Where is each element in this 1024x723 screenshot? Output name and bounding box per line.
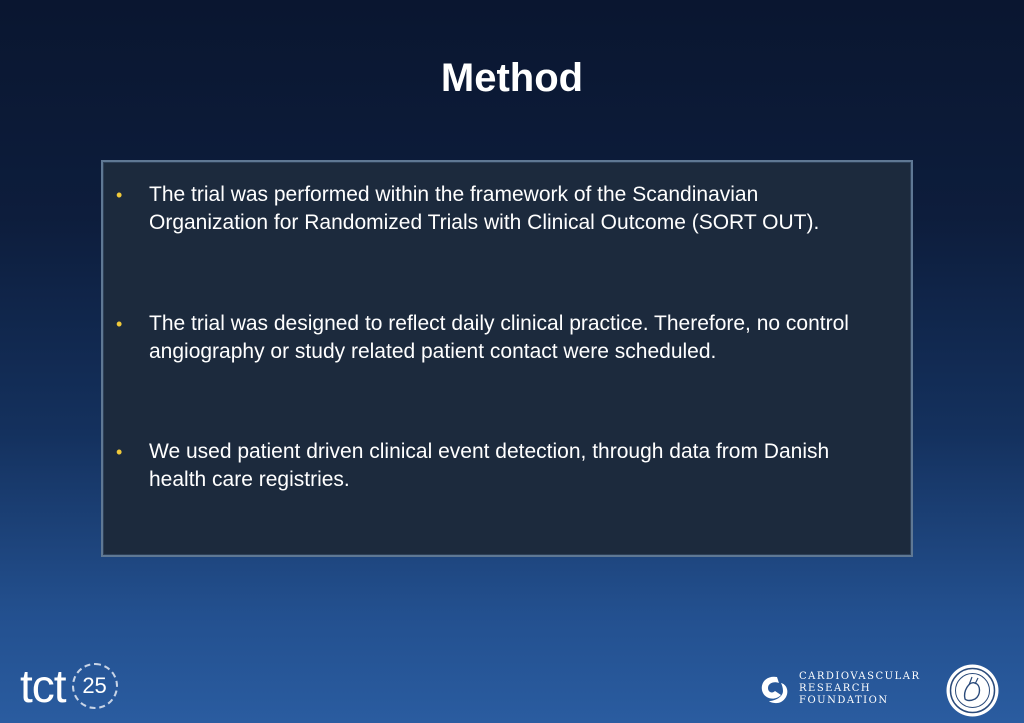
crf-line: RESEARCH — [799, 683, 872, 694]
crf-line: FOUNDATION — [799, 695, 889, 706]
bullet-dot: • — [116, 442, 123, 462]
slide-title: Method — [440, 56, 584, 100]
seal-logo-icon — [945, 663, 1000, 718]
crf-logo — [757, 671, 920, 707]
bullet-text: We used patient driven clinical event detection, through data from Danish health care registries. — [149, 440, 830, 491]
bullet-item — [116, 181, 849, 237]
content-box — [101, 160, 913, 557]
crf-swirl-icon — [757, 673, 791, 705]
crf-line: CARDIOVASCULAR — [799, 671, 921, 682]
tct-logo-text: tct — [20, 660, 66, 712]
bullet-dot: • — [116, 314, 123, 334]
bullet-text: The trial was designed to reflect daily clinical practice. Therefore, no control angiography or study related patient contact were scheduled. — [149, 312, 849, 363]
bullet-item — [116, 310, 849, 366]
bullet-text: The trial was performed within the framework of the Scandinavian Organization for Randomized Trials with Clinical Outcome (SORT OUT). — [149, 183, 820, 234]
tct-logo-number: 25 — [72, 663, 118, 709]
tct25-logo — [20, 658, 118, 714]
bullet-dot: • — [116, 185, 123, 205]
bullet-item — [116, 438, 849, 494]
